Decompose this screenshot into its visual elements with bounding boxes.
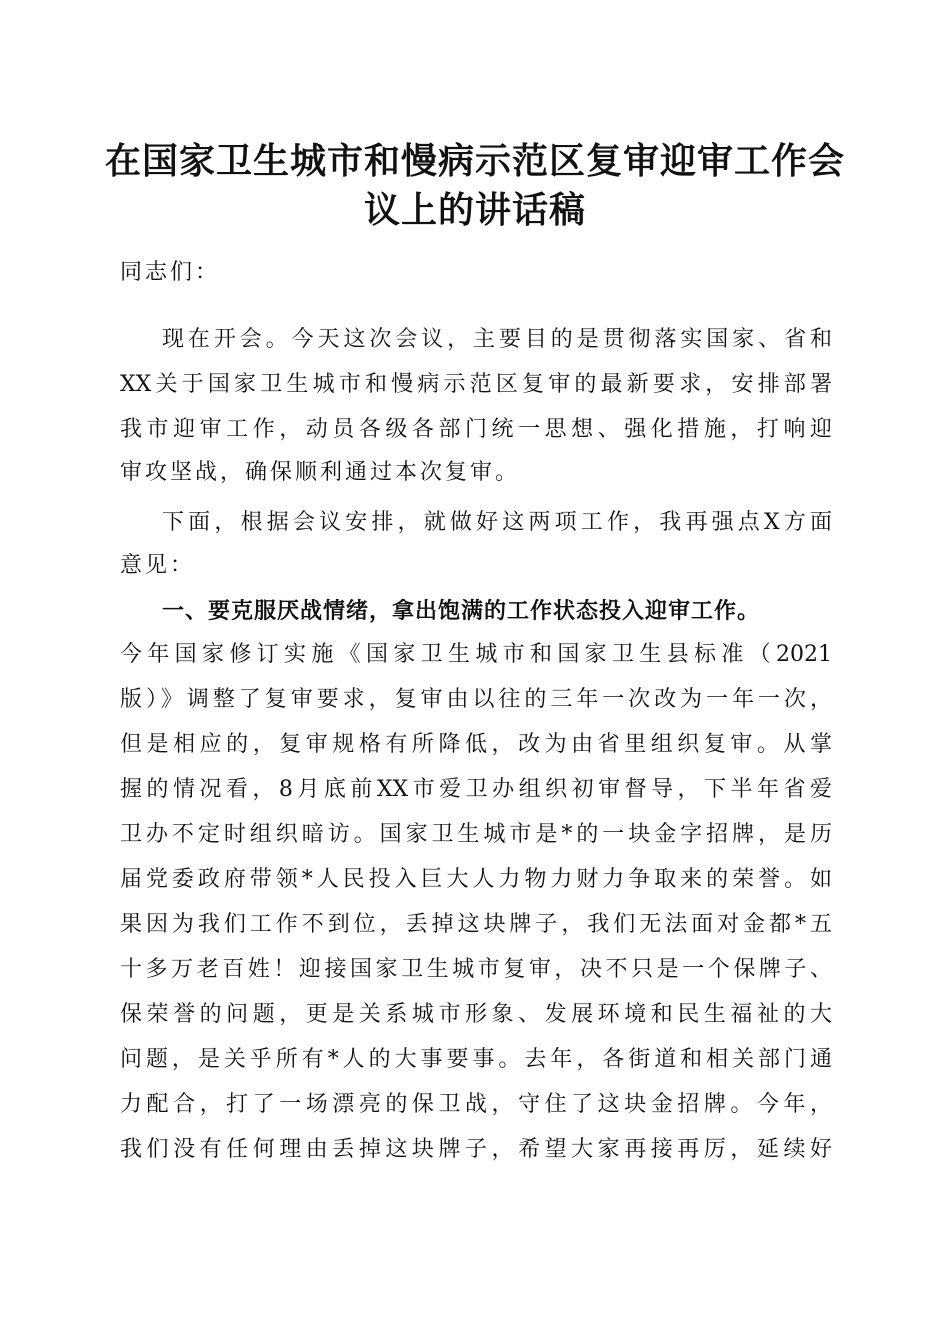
section-1-line: 卫办不定时组织暗访。国家卫生城市是*的一块金字招牌，是历 [120, 822, 832, 847]
salutation: 同志们： [120, 260, 221, 285]
section-1-line: 保荣誉的问题，更是关系城市形象、发展环境和民生福祉的大 [120, 1002, 832, 1027]
paragraph-1-line: 我市迎审工作，动员各级各部门统一思想、强化措施，打响迎 [120, 417, 832, 442]
paragraph-2-line: 下面，根据会议安排，就做好这两项工作，我再强点X方面 [162, 510, 832, 535]
section-1-line: 力配合，打了一场漂亮的保卫战，守住了这块金招牌。今年， [120, 1092, 832, 1117]
section-1-line: 但是相应的，复审规格有所降低，改为由省里组织复审。从掌 [120, 732, 832, 757]
section-1-line: 今年国家修订实施《国家卫生城市和国家卫生县标准（2021 [120, 642, 832, 667]
section-1-line: 届党委政府带领*人民投入巨大人力物力财力争取来的荣誉。如 [120, 867, 832, 892]
paragraph-1-line: 现在开会。今天这次会议，主要目的是贯彻落实国家、省和 [162, 327, 832, 352]
document-title-line-1: 在国家卫生城市和慢病示范区复审迎审工作会 [104, 140, 845, 182]
section-1-line: 果因为我们工作不到位，丢掉这块牌子，我们无法面对金都*五 [120, 912, 832, 937]
section-1-line: 版）》调整了复审要求，复审由以往的三年一次改为一年一次， [120, 687, 832, 712]
document-title-line-2: 议上的讲话稿 [363, 189, 586, 231]
section-1-line: 我们没有任何理由丢掉这块牌子，希望大家再接再厉，延续好 [120, 1137, 832, 1162]
section-1-line: 十多万老百姓！迎接国家卫生城市复审，决不只是一个保牌子、 [120, 957, 832, 982]
section-1-heading: 一、要克服厌战情绪，拿出饱满的工作状态投入迎审工作。 [162, 598, 761, 624]
section-1-line: 握的情况看，8月底前XX市爱卫办组织初审督导，下半年省爱 [120, 777, 832, 802]
paragraph-2-line: 意见： [120, 553, 196, 578]
paragraph-1-line: 审攻坚战，确保顺利通过本次复审。 [120, 460, 521, 485]
paragraph-1-line: XX关于国家卫生城市和慢病示范区复审的最新要求，安排部署 [120, 372, 832, 397]
section-1-line: 问题，是关乎所有*人的大事要事。去年，各街道和相关部门通 [120, 1047, 832, 1072]
